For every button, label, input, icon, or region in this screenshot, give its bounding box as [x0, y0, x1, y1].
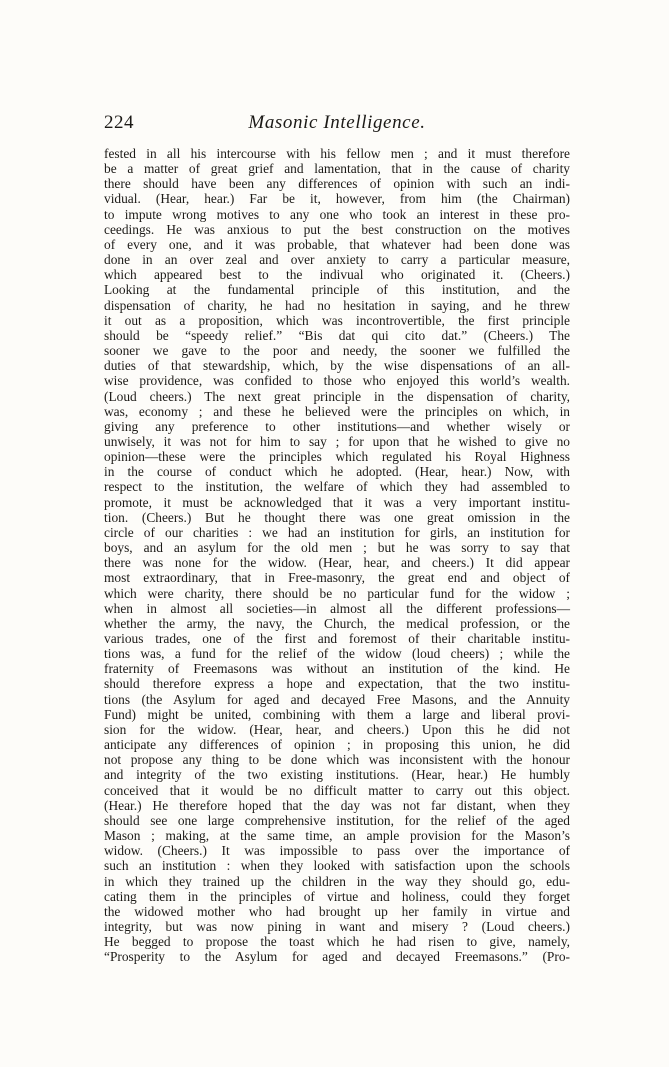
text-line: unwisely, it was not for him to say ; for upon that he wished to give no: [104, 433, 570, 449]
text-line: in which they trained up the children in the way they should go, edu-: [104, 873, 570, 889]
text-line: there was none for the widow. (Hear, hear, and cheers.) It did appear: [104, 555, 570, 571]
text-line: boys, and an asylum for the old men ; but he was sorry to say that: [104, 540, 570, 556]
text-line: should see one large comprehensive institution, for the relief of the aged: [104, 812, 570, 828]
text-line: such an institution : when they looked with satisfaction upon the schools: [104, 858, 570, 874]
text-line: duties of that stewardship, which, by the wise dispensations of an all-: [104, 358, 570, 374]
text-line: which were charity, there should be no particular fund for the widow ;: [104, 585, 570, 601]
text-line: opinion—these were the principles which regulated his Royal Highness: [104, 449, 570, 465]
text-line: when in almost all societies—in almost all the different professions—: [104, 600, 570, 616]
text-line: was, economy ; and these he believed were the principles on which, in: [104, 403, 570, 419]
text-line: of every one, and it was probable, that whatever had been done was: [104, 236, 570, 252]
body-text: [104, 146, 570, 964]
text-line: anticipate any differences of opinion ; in proposing this union, he did: [104, 737, 570, 753]
text-line: to impute wrong motives to any one who took an interest in these pro-: [104, 206, 570, 222]
text-line: integrity, but was now pining in want and misery ? (Loud cheers.): [104, 918, 570, 934]
text-line: sion for the widow. (Hear, hear, and cheers.) Upon this he did not: [104, 721, 570, 737]
text-line: not propose any thing to be done which was inconsistent with the honour: [104, 752, 570, 768]
text-line: circle of our charities : we had an institution for girls, an institution for: [104, 524, 570, 540]
text-line: it out as a proposition, which was incontrovertible, the first principle: [104, 312, 570, 328]
text-line: cating them in the principles of virtue and holiness, could they forget: [104, 888, 570, 904]
text-line: which appeared best to the indivual who originated it. (Cheers.): [104, 267, 570, 283]
running-title: Masonic Intelligence.: [248, 112, 426, 133]
text-line: tions (the Asylum for aged and decayed Free Masons, and the Annuity: [104, 691, 570, 707]
text-line: dispensation of charity, he had no hesitation in saying, and he threw: [104, 297, 570, 313]
page-number: 224: [104, 112, 134, 133]
text-line: and integrity of the two existing institutions. (Hear, hear.) He humbly: [104, 767, 570, 783]
text-line: vidual. (Hear, hear.) Far be it, however, from him (the Chairman): [104, 191, 570, 207]
text-line: should therefore express a hope and expectation, that the two institu-: [104, 676, 570, 692]
text-line: giving any preference to other institutions—and whether wisely or: [104, 418, 570, 434]
text-line: widow. (Cheers.) It was impossible to pass over the importance of: [104, 843, 570, 859]
text-line: done in an over zeal and over anxiety to carry a particular measure,: [104, 252, 570, 268]
text-line: (Loud cheers.) The next great principle in the dispensation of charity,: [104, 388, 570, 404]
text-line: (Hear.) He therefore hoped that the day was not far distant, when they: [104, 797, 570, 813]
text-line: Looking at the fundamental principle of this institution, and the: [104, 282, 570, 298]
text-line: wise providence, was confided to those who enjoyed this world’s wealth.: [104, 373, 570, 389]
text-line: ceedings. He was anxious to put the best construction on the motives: [104, 221, 570, 237]
text-line: various trades, one of the first and foremost of their charitable institu-: [104, 631, 570, 646]
text-line: tion. (Cheers.) But he thought there was one great omission in the: [104, 509, 570, 525]
text-line: promote, it must be acknowledged that it was a very important institu-: [104, 494, 570, 510]
text-line: most extraordinary, that in Free-masonry, the great end and object of: [104, 570, 570, 586]
text-line: fraternity of Freemasons was without an institution of the kind. He: [104, 661, 570, 677]
text-line: conceived that it would be no difficult matter to carry out this object.: [104, 782, 570, 798]
text-line: whether the army, the navy, the Church, the medical profession, or the: [104, 615, 570, 631]
text-line: Fund) might be united, combining with them a large and liberal provi-: [104, 706, 570, 722]
text-line: respect to the institution, the welfare of which they had assembled to: [104, 479, 570, 495]
text-line: Mason ; making, at the same time, an ample provision for the Mason’s: [104, 828, 570, 844]
text-line: fested in all his intercourse with his fellow men ; and it must therefore: [104, 146, 570, 161]
text-line: the widowed mother who had brought up her family in virtue and: [104, 903, 570, 919]
text-line: should be “speedy relief.” “Bis dat qui cito dat.” (Cheers.) The: [104, 327, 570, 343]
text-line: He begged to propose the toast which he had risen to give, namely,: [104, 934, 570, 950]
text-line: tions was, a fund for the relief of the widow (loud cheers) ; while the: [104, 646, 570, 662]
page-header: [104, 112, 570, 136]
text-line: in the course of conduct which he adopted. (Hear, hear.) Now, with: [104, 464, 570, 480]
text-line: be a matter of great grief and lamentation, that in the cause of charity: [104, 161, 570, 177]
text-line: “Prosperity to the Asylum for aged and decayed Freemasons.” (Pro-: [104, 949, 570, 965]
text-line: there should have been any differences of opinion with such an indi-: [104, 176, 570, 192]
text-line: sooner we gave to the poor and needy, the sooner we fulfilled the: [104, 343, 570, 359]
